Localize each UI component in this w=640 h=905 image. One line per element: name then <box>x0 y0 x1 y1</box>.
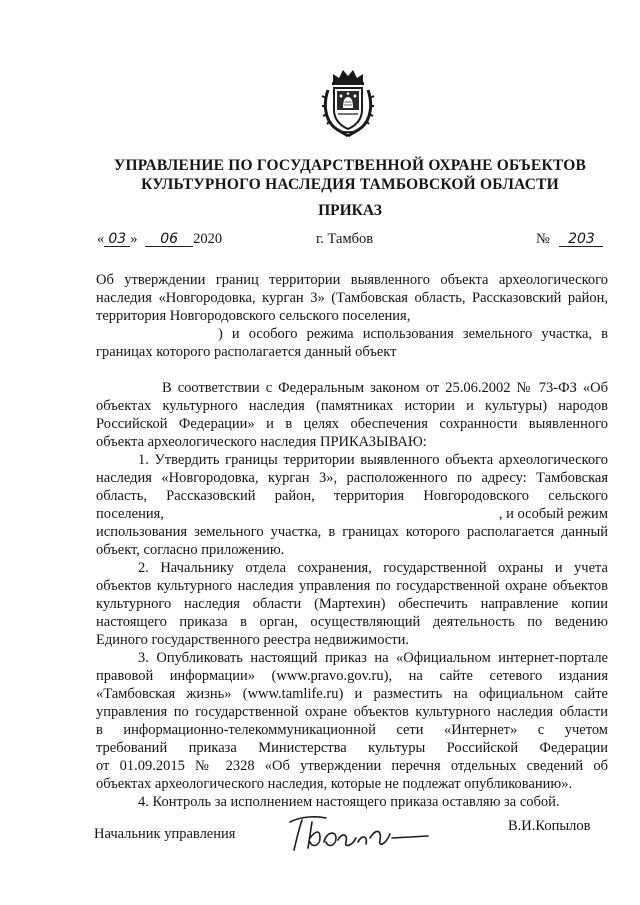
quote-open: « <box>97 231 105 247</box>
subject-line: ) и особого режима использования земельного участка, в <box>218 326 608 342</box>
signatory-title: Начальник управления <box>94 826 236 842</box>
clause-1-line: наследия «Новгородовка, курган 3», расположенного по адресу: Тамбовская <box>96 470 608 486</box>
clause-3-line: управления по государственной охране объектов культурного наследия области <box>96 704 608 720</box>
clause-3-line: правовой информации» (www.pravo.gov.ru), на сайте сетевого издания <box>96 668 608 684</box>
clause-3-line: в информационно-телекоммуникационной сети «Интернет» с учетом <box>96 722 608 738</box>
order-month: 06 <box>145 232 193 247</box>
subject-line: границах которого располагается данный объект <box>96 344 397 360</box>
org-name-line-1: УПРАВЛЕНИЕ ПО ГОСУДАРСТВЕННОЙ ОХРАНЕ ОБЪЕКТОВ <box>113 157 587 174</box>
body-line: объекта археологического наследия ПРИКАЗЫВАЮ: <box>96 434 427 450</box>
handwritten-signature-icon <box>282 808 432 860</box>
order-city: г. Тамбов <box>316 231 374 247</box>
order-number-value: 203 <box>559 232 603 247</box>
number-sign: № <box>536 231 550 247</box>
order-day: 03 <box>104 232 130 247</box>
org-name-line-2: КУЛЬТУРНОГО НАСЛЕДИЯ ТАМБОВСКОЙ ОБЛАСТИ <box>141 176 559 193</box>
subject-line: Об утверждении границ территории выявленного объекта археологического <box>96 272 608 288</box>
subject-line: территория Новгородовского сельского поселения, <box>96 308 411 324</box>
quote-close: » <box>130 231 138 247</box>
clause-2-line: Единого государственного реестра недвижимости. <box>96 632 409 648</box>
clause-2-line: 2. Начальнику отдела сохранения, государственной охраны и учета <box>138 560 608 576</box>
clause-3-line: требований приказа Министерства культуры Российской Федерации <box>96 740 608 756</box>
order-date <box>97 231 222 248</box>
clause-3-line: от 01.09.2015 № 2328 «Об утверждении перечня отдельных сведений об <box>96 758 608 774</box>
document-type: ПРИКАЗ <box>318 202 382 219</box>
clause-1-line: , и особый режим <box>498 506 608 522</box>
order-number <box>536 231 603 248</box>
clause-1-line: область, Рассказовский район, территория Новгородовского сельского <box>96 488 608 504</box>
signatory-name: В.И.Копылов <box>508 818 591 834</box>
clause-4-line: 4. Контроль за исполнением настоящего приказа оставляю за собой. <box>138 794 560 810</box>
clause-2-line: настоящего приказа в орган, осуществляющий деятельность по ведению <box>96 614 608 630</box>
clause-2-line: культурного наследия области (Мартехин) обеспечить направление копии <box>96 596 608 612</box>
clause-3-line: 3. Опубликовать настоящий приказ на «Официальном интернет-портале <box>138 650 608 666</box>
body-line: объектах культурного наследия (памятниках истории и культуры) народов <box>96 398 608 414</box>
clause-1-line: 1. Утвердить границы территории выявленного объекта археологического <box>138 452 608 468</box>
body-line: Российской Федерации» и в целях обеспечения сохранности выявленного <box>96 416 608 432</box>
clause-3-line: «Тамбовская жизнь» (www.tamlife.ru) и разместить на официальном сайте <box>96 686 608 702</box>
clause-3-line: объектах археологического наследия, которые не подлежат опубликованию». <box>96 776 573 792</box>
subject-line: наследия «Новгородовка, курган 3» (Тамбовская область, Рассказовский район, <box>96 290 608 306</box>
tambov-coat-of-arms-icon <box>319 66 377 138</box>
clause-2-line: объектов культурного наследия управления по государственной охране объектов <box>96 578 608 594</box>
order-year: 2020 <box>193 231 223 247</box>
clause-1-line: объект, согласно приложению. <box>96 542 285 558</box>
clause-1-line: поселения, <box>96 506 164 522</box>
body-line: В соответствии с Федеральным законом от 25.06.2002 № 73-ФЗ «Об <box>162 380 608 396</box>
clause-1-line: использования земельного участка, в границах которого располагается данный <box>96 524 608 540</box>
